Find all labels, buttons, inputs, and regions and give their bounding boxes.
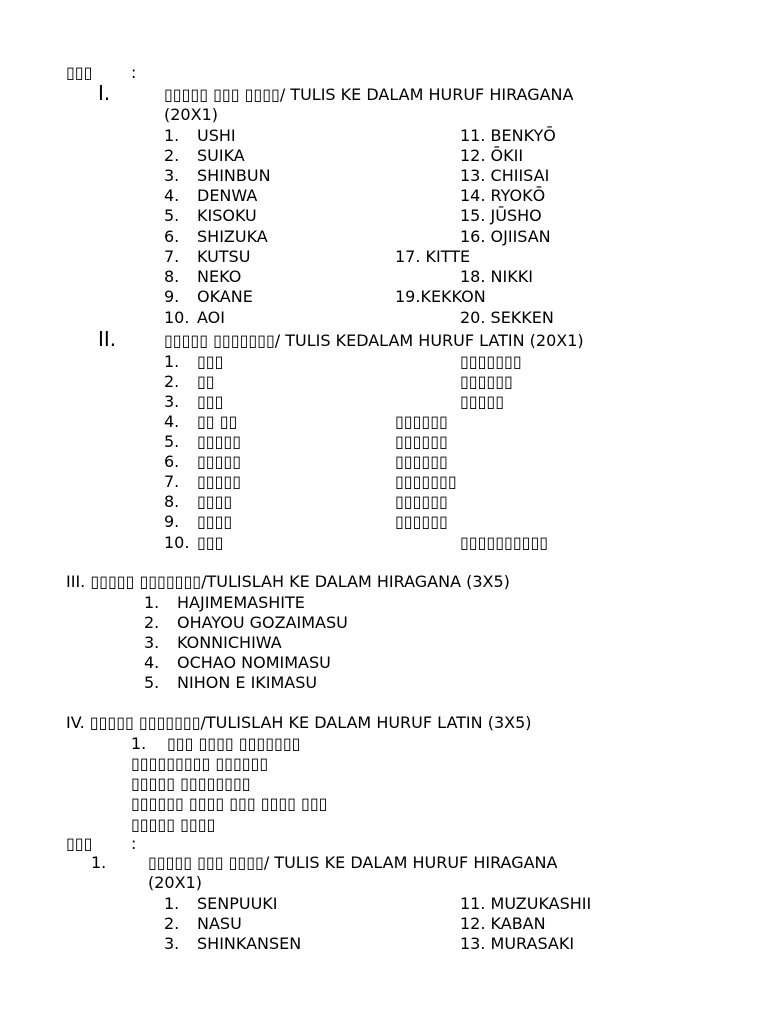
list-item-text: ▯▯▯▯▯: [197, 432, 242, 451]
list-item: ▯▯▯▯▯▯: [395, 492, 448, 511]
list-item-text: SHINKANSEN: [197, 934, 302, 953]
list-item: 3.: [164, 392, 180, 411]
list-item: 3.: [164, 166, 180, 185]
section-3-title: III. ▯▯▯▯▯ ▯▯▯▯▯▯▯/TULISLAH KE DALAM HIRAGANA (3X5): [66, 572, 510, 591]
list-item: 2.: [164, 914, 180, 933]
section-4-title: IV. ▯▯▯▯▯ ▯▯▯▯▯▯▯/TULISLAH KE DALAM HURUF LATIN (3X5): [66, 713, 532, 732]
list-item: ▯▯▯▯▯▯▯: [460, 352, 522, 371]
list-item-text: KISOKU: [197, 206, 257, 225]
list-item: 7.: [164, 247, 180, 266]
list-item-text: NASU: [197, 914, 242, 933]
list-item-text: OCHAO NOMIMASU: [177, 653, 331, 672]
list-item-text: DENWA: [197, 186, 258, 205]
list-item: 6.: [164, 227, 180, 246]
list-item: 19.KEKKON: [395, 287, 486, 306]
list-item: 14. RYOKŌ: [460, 186, 546, 205]
list-item: 1.: [144, 593, 160, 612]
list-item: ▯▯▯▯▯: [460, 392, 505, 411]
list-item: 8.: [164, 267, 180, 286]
list-item-text: SHINBUN: [197, 166, 271, 185]
list-item-text: OKANE: [197, 287, 253, 306]
list-item-text: NIHON E IKIMASU: [177, 673, 318, 692]
list-item: ▯▯▯▯▯▯▯: [395, 472, 457, 491]
section-4-line-5: ▯▯▯▯▯ ▯▯▯▯: [131, 815, 216, 834]
list-item: 1.: [164, 894, 180, 913]
header-label-2: ▯▯▯: [66, 834, 93, 853]
list-item: 9.: [164, 512, 180, 531]
list-item: 3.: [164, 934, 180, 953]
list-item-text: SHIZUKA: [197, 227, 268, 246]
list-item-text: NEKO: [197, 267, 242, 286]
header-colon-2: :: [131, 834, 137, 853]
list-item: 12. ŌKII: [460, 146, 524, 165]
list-item: 12. KABAN: [460, 914, 546, 933]
list-item: 4.: [164, 186, 180, 205]
section-2-title: ▯▯▯▯▯ ▯▯▯▯▯▯▯/ TULIS KEDALAM HURUF LATIN (20X1): [164, 331, 584, 350]
list-item: 1.: [164, 126, 180, 145]
section-4-line-2: ▯▯▯▯▯▯▯▯▯ ▯▯▯▯▯▯: [131, 754, 269, 773]
section-1-number: I.: [98, 81, 111, 105]
section-2-number: II.: [98, 327, 117, 351]
list-item-text: ▯▯ ▯▯: [197, 412, 238, 431]
section-5-title: ▯▯▯▯▯ ▯▯▯ ▯▯▯▯/ TULIS KE DALAM HURUF HIRAGANA: [148, 853, 558, 872]
section-4-item-number: 1.: [131, 734, 147, 753]
list-item: 2.: [144, 613, 160, 632]
list-item-text: ▯▯▯▯: [197, 492, 233, 511]
list-item: 4.: [144, 653, 160, 672]
list-item: 2.: [164, 146, 180, 165]
list-item: 17. KITTE: [395, 247, 471, 266]
list-item-text: ▯▯▯▯: [197, 512, 233, 531]
list-item: 9.: [164, 287, 180, 306]
list-item-text: AOI: [197, 308, 225, 327]
section-1-points: (20X1): [164, 105, 218, 124]
list-item: 5.: [164, 206, 180, 225]
list-item: 10.: [164, 308, 190, 327]
section-5-points: (20X1): [148, 873, 202, 892]
list-item: 15. JŪSHO: [460, 206, 542, 225]
list-item: 20. SEKKEN: [460, 308, 554, 327]
list-item-text: ▯▯▯: [197, 352, 224, 371]
list-item: 11. MUZUKASHII: [460, 894, 592, 913]
list-item: ▯▯▯▯▯▯: [395, 452, 448, 471]
list-item-text: ▯▯▯: [197, 392, 224, 411]
list-item: 3.: [144, 633, 160, 652]
list-item-text: ▯▯▯▯▯: [197, 452, 242, 471]
list-item: 8.: [164, 492, 180, 511]
list-item: ▯▯▯▯▯▯: [395, 412, 448, 431]
list-item-text: HAJIMEMASHITE: [177, 593, 305, 612]
list-item-text: ▯▯▯: [197, 533, 224, 552]
section-1-title: ▯▯▯▯▯ ▯▯▯ ▯▯▯▯/ TULIS KE DALAM HURUF HIRAGANA: [164, 85, 574, 104]
list-item: 13. CHIISAI: [460, 166, 550, 185]
list-item: 1.: [164, 352, 180, 371]
list-item: 10.: [164, 533, 190, 552]
section-4-line-3: ▯▯▯▯▯ ▯▯▯▯▯▯▯▯: [131, 774, 251, 793]
section-4-line-4: ▯▯▯▯▯▯ ▯▯▯▯ ▯▯▯ ▯▯▯▯ ▯▯▯: [131, 794, 328, 813]
list-item-text: KONNICHIWA: [177, 633, 282, 652]
list-item: 7.: [164, 472, 180, 491]
list-item: 5.: [164, 432, 180, 451]
list-item: 18. NIKKI: [460, 267, 533, 286]
list-item-text: KUTSU: [197, 247, 251, 266]
list-item: ▯▯▯▯▯▯: [460, 372, 513, 391]
list-item-text: SENPUUKI: [197, 894, 278, 913]
list-item: 11. BENKYŌ: [460, 126, 556, 145]
list-item: 16. OJIISAN: [460, 227, 551, 246]
header-colon: :: [131, 63, 137, 82]
list-item: 6.: [164, 452, 180, 471]
list-item-text: OHAYOU GOZAIMASU: [177, 613, 348, 632]
list-item: 4.: [164, 412, 180, 431]
section-4-line-1: ▯▯▯ ▯▯▯▯ ▯▯▯▯▯▯▯: [167, 734, 301, 753]
list-item: 2.: [164, 372, 180, 391]
list-item: ▯▯▯▯▯▯▯▯▯▯: [460, 533, 549, 552]
list-item: 13. MURASAKI: [460, 934, 575, 953]
list-item: ▯▯▯▯▯▯: [395, 512, 448, 531]
header-label: ▯▯▯: [66, 63, 93, 82]
section-5-number: 1.: [91, 853, 107, 872]
list-item-text: ▯▯▯▯▯: [197, 472, 242, 491]
list-item-text: SUIKA: [197, 146, 245, 165]
list-item-text: ▯▯: [197, 372, 215, 391]
list-item-text: USHI: [197, 126, 236, 145]
list-item: ▯▯▯▯▯▯: [395, 432, 448, 451]
list-item: 5.: [144, 673, 160, 692]
